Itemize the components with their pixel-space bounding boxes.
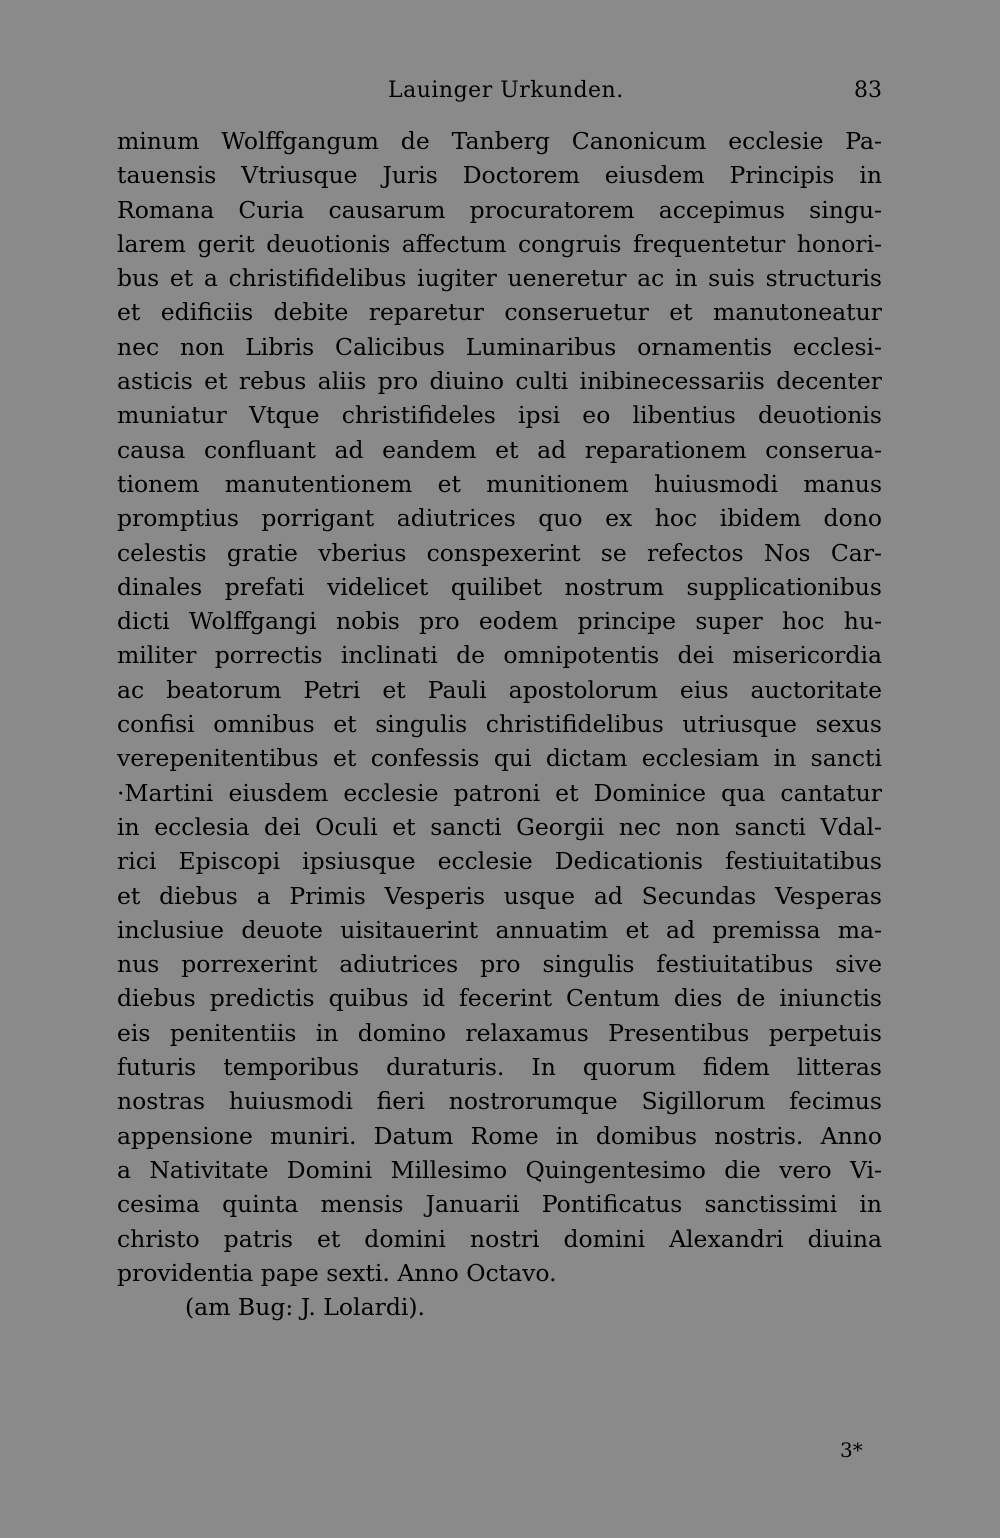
text-line: larem gerit deuotionis affectum congruis frequentetur honori- [117, 229, 882, 258]
signature-mark: 3* [840, 1438, 863, 1462]
text-line: nus porrexerint adiutrices pro singulis festiuitatibus sive [117, 950, 882, 979]
text-line: celestis gratie vberius conspexerint se refectos Nos Car- [117, 538, 882, 567]
text-line: futuris temporibus duraturis. In quorum fidem litteras [117, 1053, 882, 1082]
page-number: 83 [854, 78, 882, 103]
text-line: a Nativitate Domini Millesimo Quingentesimo die vero Vi- [117, 1155, 882, 1184]
text-line: ·Martini eiusdem ecclesie patroni et Dominice qua cantatur [117, 778, 882, 807]
text-line: tauensis Vtriusque Juris Doctorem eiusdem Principis in [117, 161, 882, 190]
body-text [117, 124, 882, 1324]
text-line: eis penitentiis in domino relaxamus Presentibus perpetuis [117, 1018, 882, 1047]
running-title: Lauinger Urkunden. [388, 78, 624, 103]
text-line: in ecclesia dei Oculi et sancti Georgii nec non sancti Vdal- [117, 812, 882, 841]
text-line: verepenitentibus et confessis qui dictam ecclesiam in sancti [117, 744, 882, 773]
text-line: bus et a christifidelibus iugiter ueneretur ac in suis structuris [117, 264, 882, 293]
text-line: dicti Wolffgangi nobis pro eodem principe super hoc hu- [117, 607, 882, 636]
text-line: nec non Libris Calicibus Luminaribus ornamentis ecclesi- [117, 332, 882, 361]
text-line: rici Episcopi ipsiusque ecclesie Dedicationis festiuitatibus [117, 847, 882, 876]
text-line: militer porrectis inclinati de omnipotentis dei misericordia [117, 641, 882, 670]
text-line: et edificiis debite reparetur conseruetur et manutoneatur [117, 298, 882, 327]
text-line: minum Wolffgangum de Tanberg Canonicum ecclesie Pa- [117, 127, 882, 155]
text-line: inclusiue deuote uisitauerint annuatim et ad premissa ma- [117, 915, 882, 944]
text-line: cesima quinta mensis Januarii Pontificatus sanctissimi in [117, 1190, 882, 1219]
text-line: christo patris et domini nostri domini Alexandri diuina [117, 1224, 882, 1253]
running-head [120, 78, 882, 108]
text-line: tionem manutentionem et munitionem huiusmodi manus [117, 469, 882, 498]
text-line: providentia pape sexti. Anno Octavo. [117, 1258, 557, 1287]
text-line: ac beatorum Petri et Pauli apostolorum eius auctoritate [117, 675, 882, 704]
text-line: promptius porrigant adiutrices quo ex hoc ibidem dono [117, 504, 882, 533]
text-line: diebus predictis quibus id fecerint Centum dies de iniunctis [117, 984, 882, 1013]
text-line: Romana Curia causarum procuratorem accepimus singu- [117, 195, 882, 224]
text-line: confisi omnibus et singulis christifidelibus utriusque sexus [117, 710, 882, 739]
text-line: et diebus a Primis Vesperis usque ad Secundas Vesperas [117, 881, 882, 910]
text-line: nostras huiusmodi fieri nostrorumque Sigillorum fecimus [117, 1087, 882, 1116]
text-line: causa confluant ad eandem et ad reparationem conserua- [117, 435, 882, 464]
text-line: asticis et rebus aliis pro diuino culti inibinecessariis decenter [117, 367, 882, 396]
text-line: dinales prefati videlicet quilibet nostrum supplicationibus [117, 572, 882, 601]
note-line: (am Bug: J. Lolardi). [185, 1293, 426, 1322]
text-line: appensione muniri. Datum Rome in domibus nostris. Anno [117, 1121, 882, 1150]
text-line: muniatur Vtque christifideles ipsi eo libentius deuotionis [117, 401, 882, 430]
